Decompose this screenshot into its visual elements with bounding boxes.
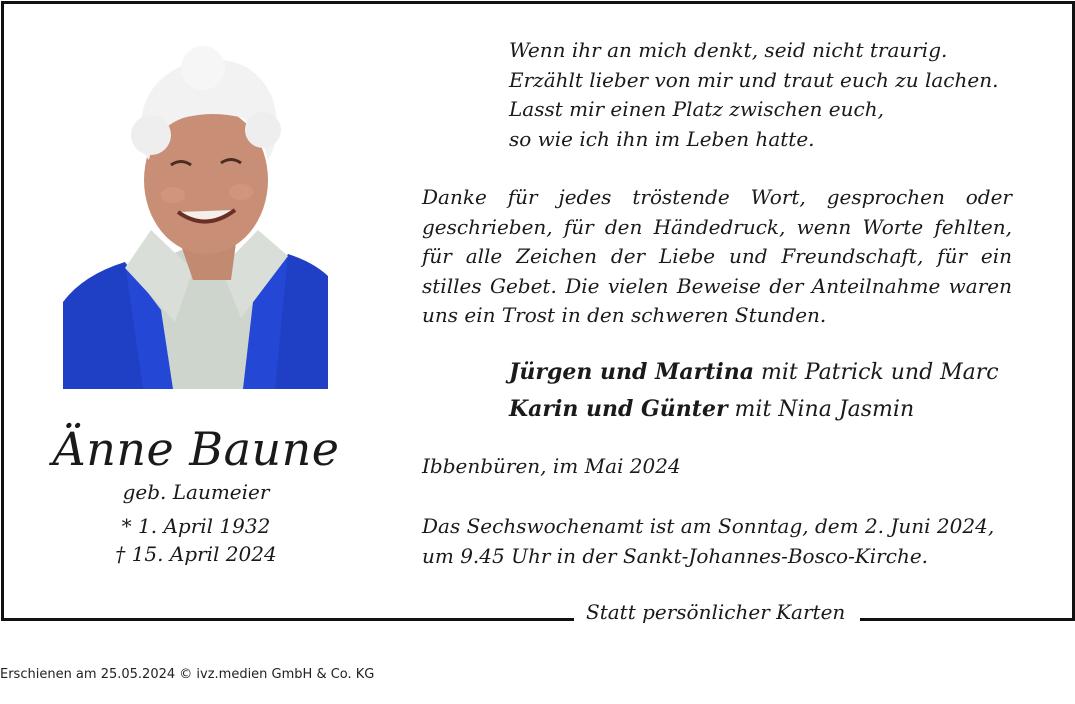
deceased-name: Änne Baune	[52, 422, 340, 476]
poem	[509, 36, 998, 154]
footer-tag: Statt persönlicher Karten	[586, 600, 846, 624]
signer-with: mit Nina Jasmin	[727, 397, 915, 422]
service-line: um 9.45 Uhr in der Sankt-Johannes-Bosco-Kirche.	[422, 543, 929, 568]
death-date: † 15. April 2024	[115, 542, 277, 566]
thanks-paragraph: Danke für jedes tröstende Wort, gesprochen oder geschrieben, für den Händedruck, wenn Worte fehlten, für alle Zeichen der Liebe und Freundschaft, für ein stilles Gebet. Die vielen Beweise der Anteilnahme waren uns ein Trost in den schweren Stunden.	[422, 185, 1012, 327]
poem-line: Lasst mir einen Platz zwischen euch,	[509, 97, 884, 121]
frame-bottom-line-right	[860, 618, 1075, 621]
birth-date: * 1. April 1932	[121, 514, 271, 538]
place-date: Ibbenbüren, im Mai 2024	[422, 454, 681, 478]
portrait-photo	[63, 40, 328, 389]
poem-line: Erzählt lieber von mir und traut euch zu lachen.	[509, 67, 999, 92]
poem-line: Wenn ihr an mich denkt, seid nicht traurig.	[509, 38, 948, 62]
poem-line: so wie ich ihn im Leben hatte.	[509, 126, 815, 151]
signers	[509, 354, 999, 428]
signer-line	[509, 354, 999, 391]
signer-names: Jürgen und Martina	[509, 359, 755, 385]
signer-line	[509, 391, 999, 428]
frame-bottom-line-left	[1, 618, 574, 621]
signer-with: mit Patrick und Marc	[754, 360, 999, 385]
signer-names: Karin und Günter	[509, 396, 728, 422]
publication-info: Erschienen am 25.05.2024 © ivz.medien GmbH & Co. KG	[0, 667, 375, 682]
service-line: Das Sechswochenamt ist am Sonntag, dem 2. Juni 2024,	[422, 514, 995, 538]
service-info	[422, 512, 994, 571]
maiden-name: geb. Laumeier	[122, 480, 270, 504]
